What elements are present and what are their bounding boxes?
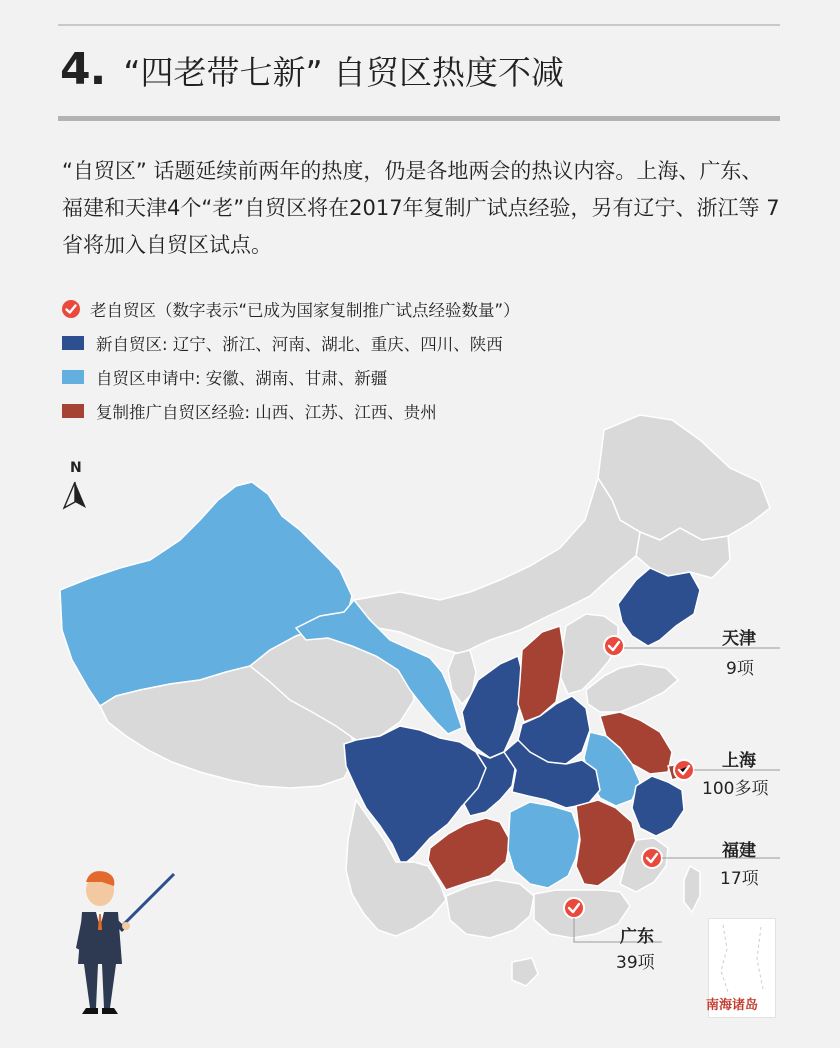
section-heading: “四老带七新” 自贸区热度不减 — [123, 53, 565, 92]
title-underline — [58, 116, 780, 121]
legend-label: 复制推广自贸区经验: 山西、江苏、江西、贵州 — [96, 403, 437, 422]
top-rule — [58, 24, 780, 26]
islands-label: 南海诸岛 — [706, 998, 759, 1013]
province-zhejiang — [632, 776, 684, 836]
north-label: N — [70, 460, 82, 476]
intro-paragraph: “自贸区” 话题延续前两年的热度，仍是各地两会的热议内容。上海、广东、福建和天津4个“老”自贸区将在2017年复制广试点经验，另有辽宁、浙江等 7 省将加入自贸区试点。 — [62, 159, 780, 257]
legend-item-old-ftz — [62, 292, 520, 326]
legend-swatch-light-blue — [62, 370, 84, 384]
legend-item-new-ftz — [62, 326, 520, 360]
callout-name-fujian: 福建 — [722, 841, 756, 861]
check-marker-icon — [62, 300, 80, 318]
callout-count-guangdong: 39项 — [616, 953, 655, 973]
section-number: 4. — [60, 44, 106, 95]
province-hainan — [512, 958, 538, 986]
callout-count-shanghai: 100多项 — [702, 779, 769, 799]
presenter-figure — [60, 868, 190, 1018]
callout-name-tianjin: 天津 — [722, 629, 756, 649]
legend-label: 老自贸区（数字表示“已成为国家复制推广试点经验数量”） — [90, 301, 520, 320]
province-heilongjiang — [598, 415, 770, 540]
province-taiwan — [684, 866, 700, 912]
legend-label: 新自贸区: 辽宁、浙江、河南、湖北、重庆、四川、陕西 — [96, 335, 503, 354]
north-arrow-icon — [60, 478, 90, 528]
legend-swatch-dark-blue — [62, 336, 84, 350]
province-hunan — [508, 802, 580, 888]
callout-count-fujian: 17项 — [720, 869, 759, 889]
callout-name-guangdong: 广东 — [620, 927, 654, 947]
callout-name-shanghai: 上海 — [722, 751, 756, 771]
callout-count-tianjin: 9项 — [726, 659, 754, 679]
province-guangxi — [446, 880, 534, 938]
legend-label: 自贸区申请中: 安徽、湖南、甘肃、新疆 — [96, 369, 388, 388]
legend-item-applying — [62, 360, 520, 394]
province-liaoning — [618, 568, 700, 646]
section-title — [60, 44, 564, 95]
